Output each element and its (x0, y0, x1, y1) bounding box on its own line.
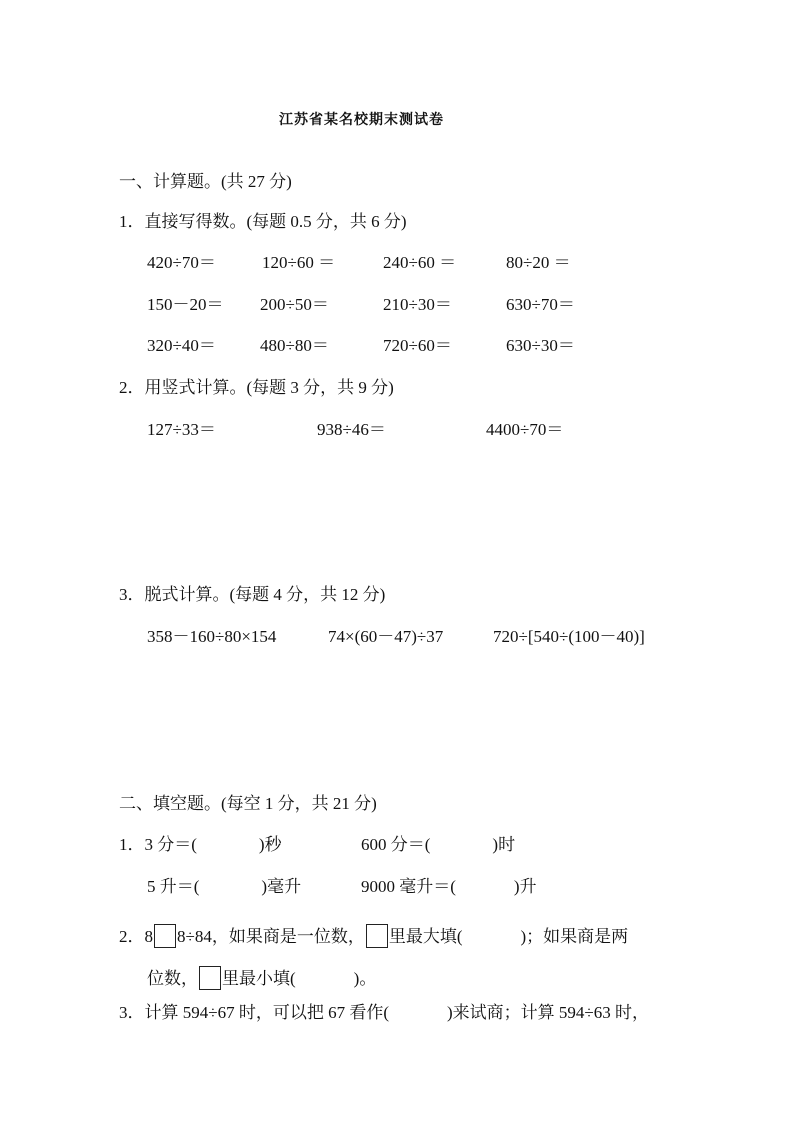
s2-q3-line1 (119, 1003, 649, 1023)
s1-q1-row1-item2: 120÷60 ＝ (262, 253, 336, 272)
s1-q1-row3-item3: 720÷60＝ (383, 336, 452, 355)
s1-q2-item1: 127÷33＝ (147, 420, 216, 439)
s1-q1-row3-item2: 480÷80＝ (260, 336, 329, 355)
s1-q3-item3: 720÷[540÷(100－40)] (493, 627, 645, 646)
s1-q1-row3-item1: 320÷40＝ (147, 336, 216, 355)
s1-q2-item3: 4400÷70＝ (486, 420, 564, 439)
s2-q2-part2: 里最大填( (388, 927, 463, 946)
s2-q1-d-suffix: )升 (513, 877, 537, 896)
s1-q1-row2-item4: 630÷70＝ (506, 295, 575, 314)
s2-q2-line2-b: 里最小填( (222, 969, 296, 988)
s1-q1-row2-item1: 150－20＝ (147, 295, 224, 314)
s1-q2-label: 2．用竖式计算。(每题 3 分，共 9 分) (119, 378, 394, 397)
digit-box[interactable] (366, 924, 388, 948)
s2-q3-text-b: )来试商；计算 594÷63 时， (447, 1003, 649, 1022)
section2-heading: 二、填空题。(每空 1 分，共 21 分) (119, 794, 377, 813)
s2-q2-line2-c: )。 (353, 969, 377, 988)
s2-q1-c-prefix: 5 升＝( (147, 877, 200, 896)
s1-q1-row1-item1: 420÷70＝ (147, 253, 216, 272)
s2-q1-d-prefix: 9000 毫升＝( (361, 877, 456, 896)
section1-heading: 一、计算题。(共 27 分) (119, 172, 292, 191)
s1-q3-item1: 358－160÷80×154 (147, 627, 277, 646)
s2-q1-line2-b (361, 877, 537, 897)
s1-q3-item2: 74×(60－47)÷37 (328, 627, 444, 646)
s1-q1-row1-item4: 80÷20 ＝ (506, 253, 571, 272)
s2-q1-a-suffix: )秒 (258, 835, 282, 854)
s2-q1-b-prefix: 600 分＝( (361, 835, 431, 854)
s2-q2-part3: )；如果商是两 (520, 927, 629, 946)
digit-box[interactable] (199, 966, 221, 990)
s2-q2-part1: 8÷84，如果商是一位数， (177, 927, 365, 946)
s2-q1-line1-b (361, 835, 515, 855)
s1-q1-row2-item3: 210÷30＝ (383, 295, 452, 314)
s1-q1-row1-item3: 240÷60 ＝ (383, 253, 457, 272)
s1-q2-item2: 938÷46＝ (317, 420, 386, 439)
s2-q2-num: 2．8 (119, 927, 153, 946)
s1-q1-row2-item2: 200÷50＝ (260, 295, 329, 314)
digit-box[interactable] (154, 924, 176, 948)
s2-q1-c-suffix: )毫升 (261, 877, 302, 896)
s1-q3-label: 3．脱式计算。(每题 4 分，共 12 分) (119, 585, 386, 604)
page-title: 江苏省某名校期末测试卷 (279, 112, 444, 128)
s2-q1-line2 (147, 877, 301, 897)
s1-q1-label: 1．直接写得数。(每题 0.5 分，共 6 分) (119, 212, 407, 231)
s1-q1-row3-item4: 630÷30＝ (506, 336, 575, 355)
s2-q1-line1 (119, 835, 282, 855)
s2-q3-text-a: 3．计算 594÷67 时，可以把 67 看作( (119, 1003, 389, 1022)
s2-q2-line1 (119, 924, 628, 948)
s2-q1-b-suffix: )时 (492, 835, 516, 854)
s2-q2-line2-a: 位数， (147, 969, 198, 988)
s2-q1-a-prefix: 1．3 分＝( (119, 835, 197, 854)
s2-q2-line2 (147, 966, 376, 990)
